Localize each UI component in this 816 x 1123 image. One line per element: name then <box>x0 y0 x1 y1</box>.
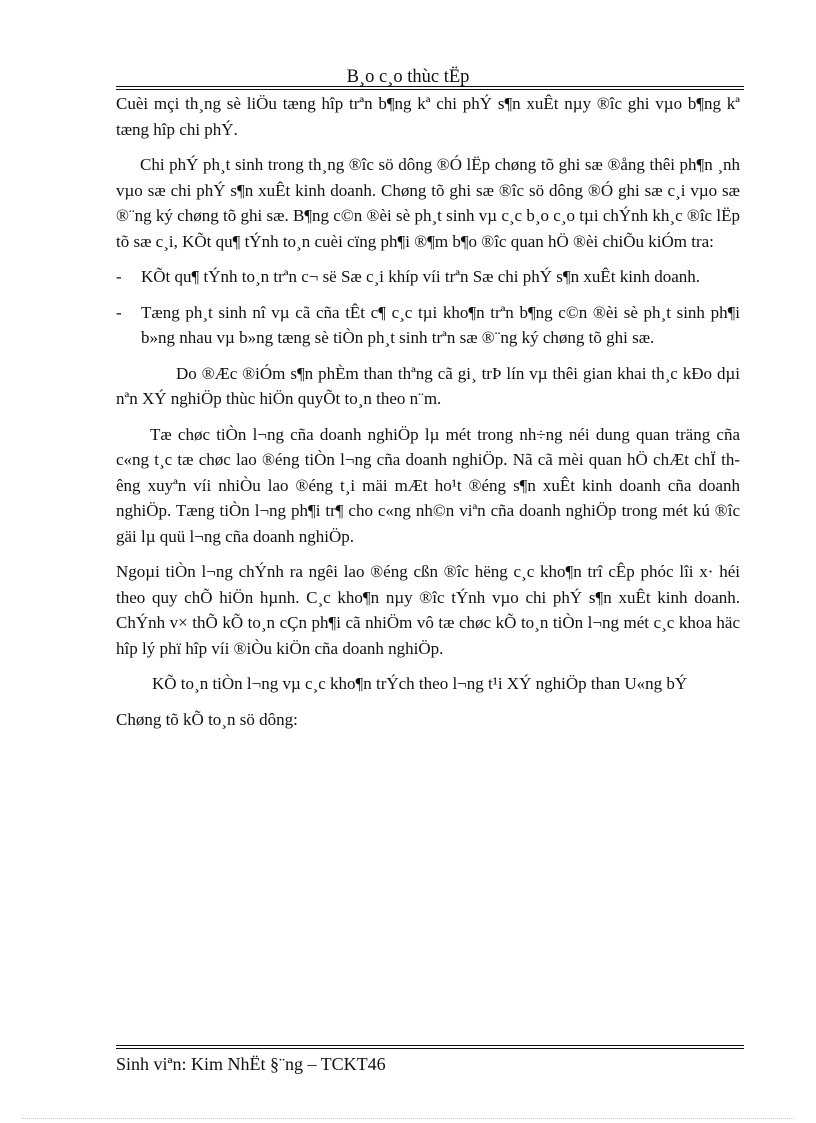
footer-student-info: Sinh viªn: Kim NhËt §¨ng – TCKT46 <box>116 1054 386 1074</box>
bullet-dash: - <box>116 267 122 286</box>
paragraph-salary-accounting: KÕ to¸n tiÒn l¬ng vµ c¸c kho¶n trÝch theo l¬ng t¹i XÝ nghiÖp than U«ng bÝ <box>152 674 688 693</box>
header-title: B¸o c¸o thùc tËp <box>346 67 470 87</box>
paragraph-cost-recording: Chi phÝ ph¸t sinh trong th¸ng ®îc sö dông ®Ó lËp chøng tõ ghi sæ ®ång thêi ph¶n ¸nh vµo sæ chi phÝ s¶n xuÊt kinh doanh. Chøng tõ ghi sæ ®îc sö dông ®Ó ghi sæ c¸i vµo sæ ®¨ng ký chøng tõ ghi sæ. B¶ng c©n ®èi sè ph¸t sinh vµ c¸c b¸o c¸o tµi chÝnh kh¸c ®îc lËp tõ sæ c¸i, KÕt qu¶ tÝnh to¸n cuèi cïng ph¶i ®¶m b¶o ®îc quan hÖ ®èi chiÕu kiÓm tra: <box>116 155 740 251</box>
bullet-item <box>116 300 740 351</box>
footer-rule-top <box>116 1045 744 1046</box>
body-content <box>116 91 740 732</box>
paragraph-summary: Cuèi mçi th¸ng sè liÖu tæng hîp trªn b¶ng kª chi phÝ s¶n xuÊt nµy ®îc ghi vµo b¶ng kª tæng hîp chi phÝ. <box>116 94 740 139</box>
paragraph-salary-organization: Tæ chøc tiÒn l¬ng cña doanh nghiÖp lµ mét trong nh÷ng néi dung quan träng cña c«ng t¸c tæ chøc lao ®éng tiÒn l¬ng cña doanh nghiÖp. Nã cã mèi quan hÖ chÆt chÏ thêng xuyªn víi nhiÒu lao ®éng t¸i mäi mÆt ho¹t ®éng s¶n xuÊt kinh doanh cña doanh nghiÖp. Tæng tiÒn l¬ng ph¶i tr¶ cho c«ng nh©n viªn cña doanh nghiÖp trong mét kú ®îc gäi lµ quü l¬ng cña doanh nghiÖp. <box>116 424 740 546</box>
header-rule-bottom <box>116 89 744 90</box>
paragraph-settlement: Do ®Æc ®iÓm s¶n phÈm than thªng cã gi¸ trÞ lín vµ thêi gian khai th¸c kÐo dµi nªn XÝ nghiÖp thùc hiÖn quyÕt to¸n theo n¨m. <box>116 363 740 408</box>
bullet-text: KÕt qu¶ tÝnh to¸n trªn c¬ së Sæ c¸i khíp víi trªn Sæ chi phÝ s¶n xuÊt kinh doanh. <box>141 267 700 286</box>
footer-rule-bottom <box>116 1048 744 1049</box>
paragraph-allowances: Ngoµi tiÒn l¬ng chÝnh ra ngêi lao ®éng cßn ®îc hëng c¸c kho¶n trî cÊp phóc lîi x· héi theo quy chÕ hiÖn hµnh. C¸c kho¶n nµy ®îc tÝnh vµo chi phÝ s¶n xuÊt kinh doanh. ChÝnh v× thÕ kÕ to¸n cÇn ph¶i cã nhiÖm vô tæ chøc kÕ to¸n tiÒn l¬ng mét c¸c khoa häc hîp lý phï hîp víi ®iÒu kiÖn cña doanh nghiÖp. <box>116 562 740 658</box>
bullet-item <box>116 264 740 290</box>
header-rule-top <box>116 86 744 87</box>
bullet-text: Tæng ph¸t sinh nî vµ cã cña tÊt c¶ c¸c tµi kho¶n trªn b¶ng c©n ®èi sè ph¸t sinh ph¶i b»ng nhau vµ b»ng tæng sè tiÒn ph¸t sinh trªn sæ ®¨ng ký chøng tõ ghi sæ. <box>141 302 740 347</box>
paragraph-documents-used: Chøng tõ kÕ to¸n sö dông: <box>116 709 298 729</box>
page-bottom-dotted-line <box>22 1118 794 1119</box>
bullet-dash: - <box>116 302 122 322</box>
